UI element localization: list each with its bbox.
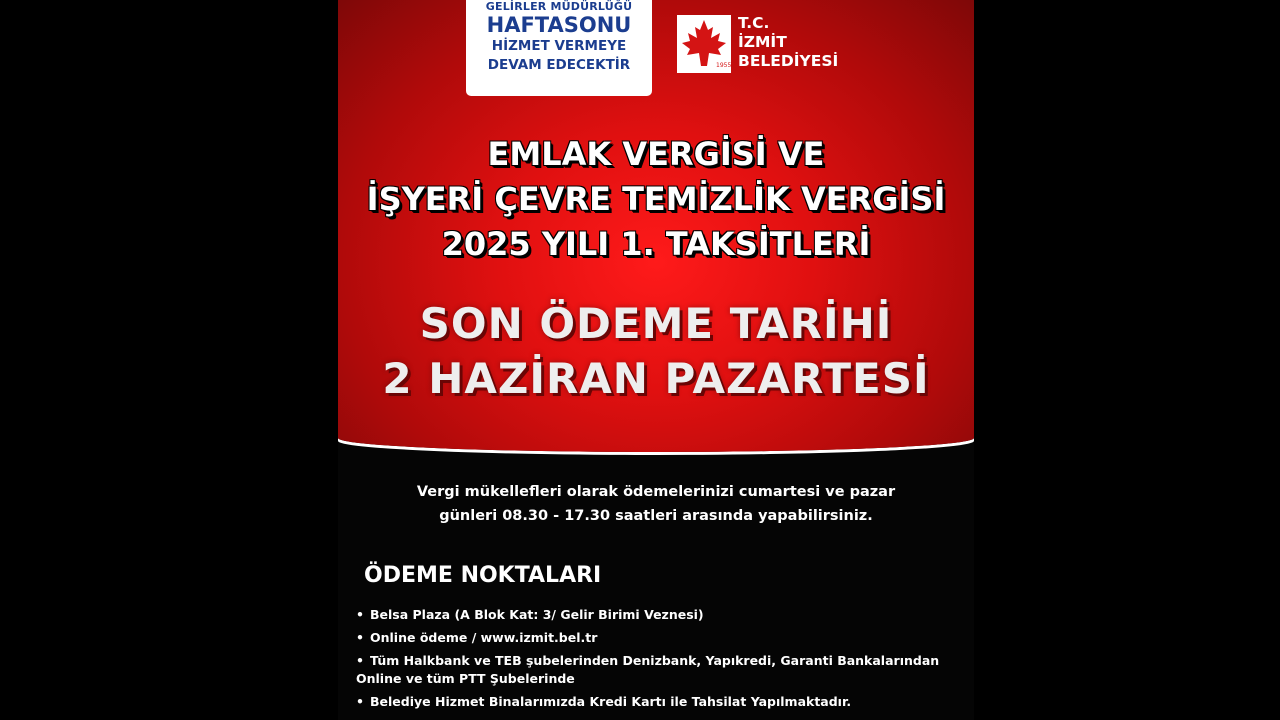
weekend-info-text [338,480,974,528]
headline-line-3: 2025 YILI 1. TAKSİTLERİ [441,225,871,263]
payment-point-item [356,693,966,711]
maple-leaf-icon [676,14,732,74]
bullet-icon: • [356,653,364,668]
headline-line-1: EMLAK VERGİSİ VE [487,135,825,173]
payment-point-item [356,606,966,624]
logo-year: 1955 [716,62,732,69]
tax-announcement-poster [338,0,974,720]
deadline-line-2: 2 HAZİRAN PAZARTESİ [382,354,930,403]
info-line-1: Vergi mükellefleri olarak ödemelerinizi cumartesi ve pazar [416,484,896,500]
payment-point-item [356,629,966,647]
notice-weekend: HAFTASONU [486,13,632,37]
payment-point-text: Tüm Halkbank ve TEB şubelerinden Denizbank, Yapıkredi, Garanti Bankalarından Online ve tüm PTT Şubelerinde [356,653,940,686]
payment-point-text: Online ödeme / www.izmit.bel.tr [370,630,598,645]
izmit-municipality-logo [676,14,866,78]
notice-line-2: HİZMET VERMEYE [491,38,627,54]
info-line-2: günleri 08.30 - 17.30 saatleri arasında yapabilirsiniz. [439,508,873,524]
notice-department: GELİRLER MÜDÜRLÜĞÜ [485,0,633,13]
weekend-service-notice [466,0,652,96]
payment-point-text: Belediye Hizmet Binalarımızda Kredi Kartı ile Tahsilat Yapılmaktadır. [370,694,852,709]
logo-line-3: BELEDİYESİ [738,52,839,70]
logo-text [738,14,838,71]
payment-point-item [356,652,966,688]
notice-line-3: DEVAM EDECEKTİR [487,57,631,73]
payment-point-text: Belsa Plaza (A Blok Kat: 3/ Gelir Birimi Veznesi) [370,607,704,622]
headline-line-2: İŞYERİ ÇEVRE TEMİZLİK VERGİSİ [366,180,946,218]
deadline-line-1: SON ÖDEME TARİHİ [419,299,893,348]
bullet-icon: • [356,694,364,709]
payment-points-list [356,606,966,716]
logo-line-1: T.C. [738,14,770,32]
logo-line-2: İZMİT [738,33,787,51]
bullet-icon: • [356,630,364,645]
payment-points-title: ÖDEME NOKTALARI [364,563,602,588]
bullet-icon: • [356,607,364,622]
